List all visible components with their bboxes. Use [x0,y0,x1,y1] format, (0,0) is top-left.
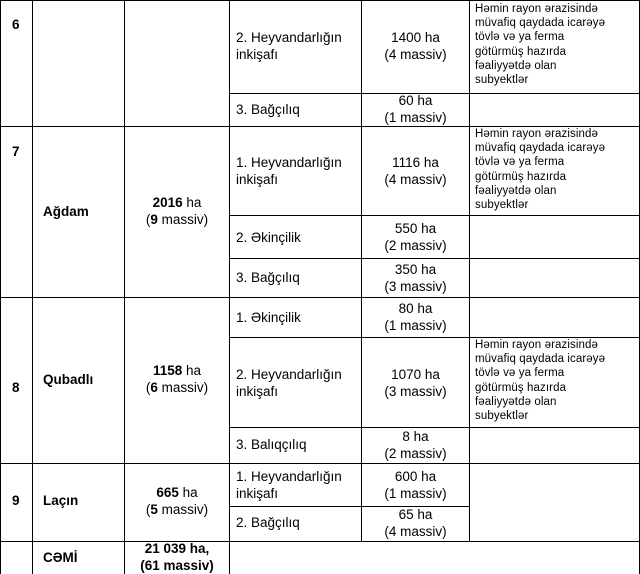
total-value [125,540,229,574]
activity-note: Həmin rayon ərazisində müvafiq qaydada icarəyə tövlə və ya ferma götürmüş hazırda fəaliyyətdə olan subyektlər [475,3,606,87]
total-value-line2: (61 massiv) [140,558,214,573]
activity-note: Həmin rayon ərazisində müvafiq qaydada icarəyə tövlə və ya ferma götürmüş hazırda fəaliyyətdə olan subyektlər [475,128,606,212]
row-number: 7 [12,144,20,159]
district-name: Ağdam [43,204,89,219]
row-rule [229,215,640,216]
area-value: 1070 ha (3 massiv) [384,367,447,399]
total-area-number: 2016 [152,195,183,210]
massiv-open: ( [145,502,151,517]
activity-label: 3. Bağçılıq [236,102,300,117]
row-rule [0,541,640,542]
total-area-unit: ha [182,363,202,378]
row-rule [0,297,640,298]
area-value: 1116 ha (4 massiv) [384,155,447,187]
total-area-unit: ha [178,485,198,500]
column-rule [32,0,33,574]
activity-label: 2. Əkinçilik [236,230,301,245]
massiv-count: 5 [150,502,158,517]
activity-label: 2. Bağçılıq [236,515,300,530]
district-name: Qubadlı [43,372,94,387]
column-rule [469,0,470,541]
area-value: 350 ha (3 massiv) [384,262,447,294]
column-rule [229,0,230,574]
activity-label: 1. Heyvandarlığın inkişafı [236,469,342,501]
row-rule [0,0,640,1]
massiv-text: massiv) [157,212,209,227]
total-value-line1: 21 039 ha, [144,541,210,556]
district-name: Laçın [43,493,79,508]
area-value: 550 ha (2 massiv) [384,221,447,253]
massiv-text: massiv) [157,502,209,517]
district-total [125,194,229,228]
total-area-number: 665 [156,485,179,500]
activity-label: 3. Bağçılıq [236,270,300,285]
row-number: 9 [12,493,20,508]
column-rule [0,0,1,574]
massiv-open: ( [145,212,151,227]
total-area-number: 1158 [152,363,183,378]
activity-note: Həmin rayon ərazisində müvafiq qaydada icarəyə tövlə və ya ferma götürmüş hazırda fəaliyyətdə olan subyektlər [475,339,606,423]
massiv-open: ( [145,380,151,395]
row-number: 6 [12,17,20,32]
area-value: 1400 ha (4 massiv) [384,30,447,62]
area-value: 65 ha (4 massiv) [384,507,447,539]
area-value: 8 ha (2 massiv) [384,429,447,461]
area-value: 80 ha (1 massiv) [384,301,447,333]
area-value: 600 ha (1 massiv) [384,469,447,501]
row-rule [0,463,640,464]
activity-label: 3. Balıqçılıq [236,437,307,452]
activity-label: 1. Əkinçilik [236,310,301,325]
district-total [125,362,229,396]
district-total [125,484,229,518]
activity-label: 2. Heyvandarlığın inkişafı [236,367,342,399]
row-number: 8 [12,380,20,395]
row-rule [229,258,640,259]
activity-label: 1. Heyvandarlığın inkişafı [236,155,342,187]
total-area-unit: ha [182,195,202,210]
massiv-text: massiv) [157,380,209,395]
total-label: CƏMİ [43,550,78,565]
massiv-count: 9 [150,212,158,227]
area-value: 60 ha (1 massiv) [384,93,447,125]
massiv-count: 6 [150,380,158,395]
activity-label: 2. Heyvandarlığın inkişafı [236,30,342,62]
